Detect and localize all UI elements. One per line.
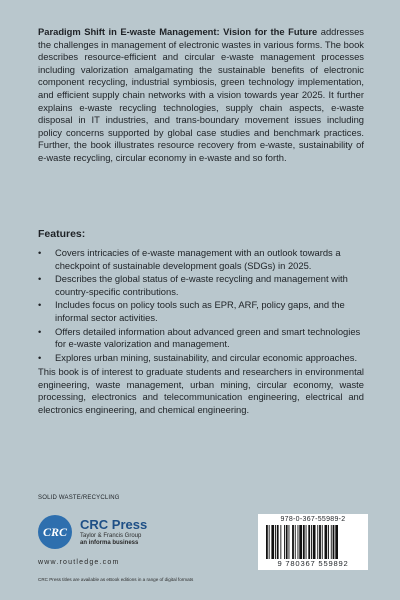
- barcode-bar: [292, 525, 294, 559]
- bullet-icon: •: [38, 247, 42, 258]
- feature-text: Explores urban mining, sustainability, and circular economic approaches.: [55, 351, 358, 363]
- barcode-bar: [266, 525, 268, 559]
- barcode-bar: [299, 525, 302, 559]
- logo-text: CRC: [42, 524, 67, 539]
- barcode-bar: [331, 525, 332, 559]
- barcode-bar: [298, 525, 299, 559]
- feature-item: [38, 299, 364, 324]
- barcode-bar: [319, 525, 321, 559]
- feature-text: Offers detailed information about advanced green and smart technologies for e-waste valorization and management.: [55, 325, 361, 350]
- feature-text: Covers intricacies of e-waste management with an outlook towards a checkpoint of sustainable development goals (SDGs) in 2025.: [55, 247, 341, 271]
- features-list: [38, 247, 364, 365]
- barcode-bar: [275, 525, 276, 559]
- barcode-bar: [328, 525, 329, 559]
- bullet-icon: •: [38, 273, 42, 285]
- isbn-barcode: [258, 514, 368, 570]
- feature-item: [38, 352, 364, 365]
- barcode-bar: [313, 525, 316, 559]
- barcode-bar: [277, 525, 279, 559]
- feature-text: Describes the global status of e-waste recycling and management with country-specific contributions.: [55, 273, 348, 297]
- barcode-bar: [322, 525, 323, 559]
- barcode-bar: [271, 525, 274, 559]
- intro-body: addresses the challenges in management of electronic wastes in various forms. The book describes resource-efficient and circular e-waste management processes including valorization amalgamating the sustainable benefits of electronic component recycling, industrial symbiosis, green technology implementation, and efficient supply chain networks with a vision towards year 2025. It further explains e-waste recycling technologies, supply chain aspects, e-waste disposal in IT industries, and trans-boundary movement issues including policy concerns supported by global case studies and benchmark practices. Further, the book illustrates resource recovery from e-waste, sustainability of e-waste recycling, circular economy in e-waste and so forth.: [38, 26, 364, 163]
- publisher-name: CRC Press: [80, 517, 148, 532]
- publisher-group: Taylor & Francis Group: [80, 533, 142, 539]
- barcode-icon: [266, 525, 360, 559]
- barcode-bar: [295, 525, 296, 559]
- barcode-bar: [286, 525, 288, 559]
- barcode-bar: [303, 525, 305, 559]
- publisher-business: an informa business: [80, 540, 139, 546]
- barcode-bar: [269, 525, 270, 559]
- audience-paragraph: This book is of interest to graduate students and researchers in environmental engineering, waste management, urban mining, circular economy, waste processing, electronics and telecommunication engineering, electrical and electronics engineering, and chemical engineering.: [38, 366, 364, 415]
- feature-item: [38, 326, 364, 351]
- bullet-icon: •: [38, 325, 42, 337]
- intro-paragraph: [38, 26, 364, 165]
- crc-logo-icon: [38, 515, 72, 549]
- subject-category: SOLID WASTE/RECYCLING: [38, 495, 120, 501]
- features-heading: Features:: [38, 228, 86, 240]
- book-title-lead: Paradigm Shift in E-waste Management: Vision for the Future: [38, 26, 318, 37]
- barcode-bar: [308, 525, 310, 559]
- isbn-bottom-text: 9 780367 559892: [277, 559, 349, 568]
- barcode-bar: [335, 525, 338, 559]
- bullet-icon: •: [38, 351, 42, 363]
- publisher-block: [38, 515, 218, 563]
- barcode-bar: [317, 525, 318, 559]
- barcode-bar: [333, 525, 335, 559]
- publisher-website: www.routledge.com: [38, 559, 120, 566]
- barcode-bar: [289, 525, 290, 559]
- isbn-top-text: 978-0-367-55989-2: [280, 516, 346, 523]
- feature-item: [38, 273, 364, 298]
- barcode-bar: [325, 525, 328, 559]
- barcode-bar: [284, 525, 285, 559]
- barcode-bar: [306, 525, 307, 559]
- barcode-bar: [311, 525, 312, 559]
- feature-text: Includes focus on policy tools such as EPR, ARF, policy gaps, and the informal sector activities.: [55, 299, 345, 323]
- bullet-icon: •: [38, 299, 42, 311]
- ebook-note: CRC Press titles are available as eBook editions in a range of digital formats: [38, 577, 194, 582]
- barcode-bar: [280, 525, 281, 559]
- feature-item: [38, 247, 364, 272]
